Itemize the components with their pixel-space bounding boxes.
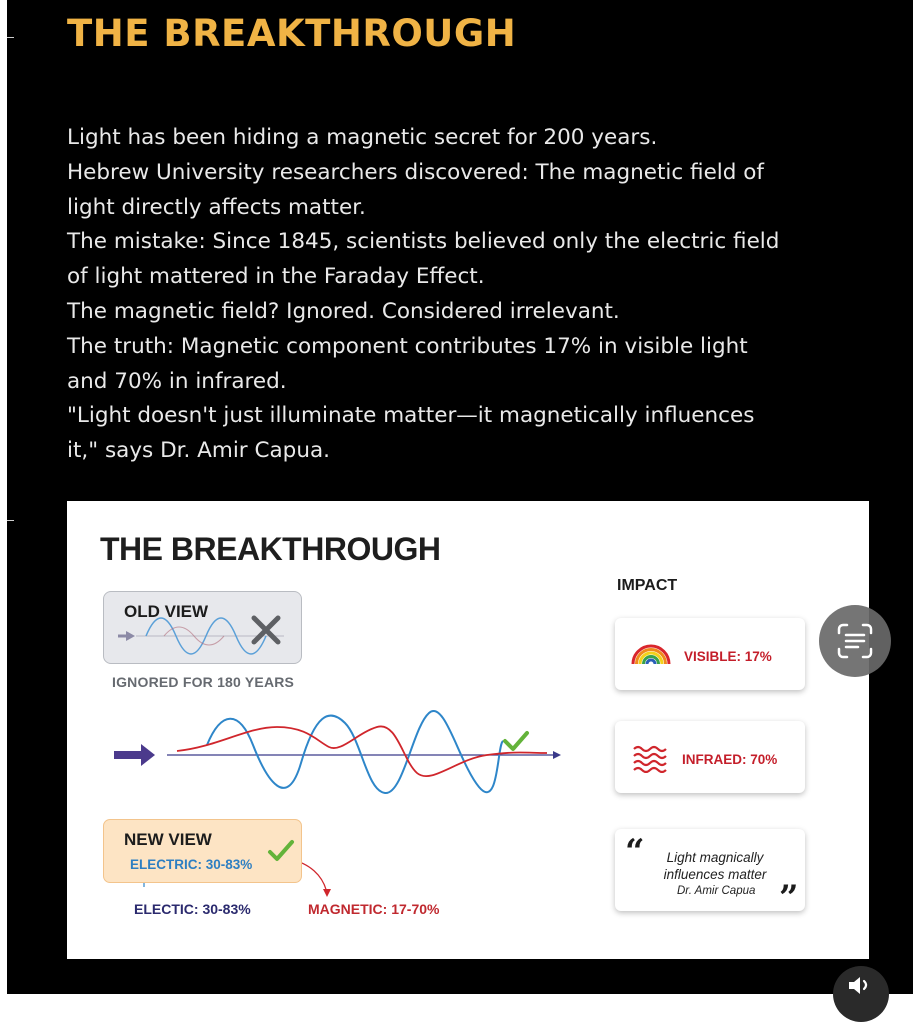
post-headline: THE BREAKTHROUGH	[67, 12, 517, 55]
body-line: Hebrew University researchers discovered: The magnetic field of	[67, 159, 764, 185]
quote-card	[615, 829, 805, 918]
new-view-box	[103, 819, 302, 883]
input-arrow-head	[141, 744, 155, 766]
divider	[7, 37, 14, 38]
speaker-icon	[833, 966, 889, 994]
body-line: Light has been hiding a magnetic secret for 200 years.	[67, 125, 658, 150]
quote-author: Dr. Amir Capua	[677, 885, 756, 897]
body-line: of light mattered in the Faraday Effect.	[67, 264, 485, 290]
body-line: The magnetic field? Ignored. Considered irrelevant.	[67, 298, 620, 324]
body-line: and 70% in infrared.	[67, 368, 287, 394]
magnetic-wave	[177, 726, 547, 776]
body-line: The truth: Magnetic component contributes 17% in visible light	[67, 333, 748, 359]
new-view-electric: ELECTRIC: 30-83%	[130, 857, 253, 872]
infrared-impact-label: INFRAED: 70%	[682, 752, 778, 767]
body-line: light directly affects matter.	[67, 194, 366, 220]
visible-impact-label: VISIBLE: 17%	[684, 649, 772, 664]
body-line: "Light doesn't just illuminate matter—it magnetically influences	[67, 403, 755, 429]
impact-title: IMPACT	[617, 577, 678, 594]
check-icon	[266, 838, 296, 868]
old-view-caption: IGNORED FOR 180 YEARS	[112, 674, 295, 690]
infographic-title: THE BREAKTHROUGH	[100, 531, 441, 567]
infographic-image	[67, 501, 869, 959]
text-scan-icon	[819, 605, 891, 677]
visible-impact-card	[615, 618, 805, 690]
post-panel	[7, 0, 913, 994]
text-scan-button[interactable]	[819, 605, 891, 677]
post-body	[67, 121, 887, 469]
body-line: The mistake: Since 1845, scientists believed only the electric field	[67, 229, 780, 255]
sound-button[interactable]	[833, 966, 889, 1022]
body-line: it," says Dr. Amir Capua.	[67, 438, 330, 464]
new-view-label: NEW VIEW	[124, 830, 212, 849]
open-quote-icon: “	[625, 832, 645, 872]
electric-label: ELECTIC: 30-83%	[134, 901, 251, 917]
check-icon	[505, 733, 527, 749]
magnetic-label: MAGNETIC: 17-70%	[308, 901, 440, 917]
old-view-label: OLD VIEW	[124, 602, 209, 621]
axis-arrow-head	[553, 751, 561, 759]
quote-text: Light magnically influences matter	[663, 850, 767, 882]
divider	[7, 520, 14, 521]
infrared-impact-card	[615, 721, 805, 793]
heat-waves-icon	[631, 743, 669, 773]
input-arrow-shaft	[114, 751, 142, 759]
close-quote-icon: ”	[779, 878, 799, 918]
magnetic-pointer-head	[323, 889, 331, 897]
electric-wave	[207, 711, 503, 793]
rainbow-icon	[629, 640, 673, 666]
